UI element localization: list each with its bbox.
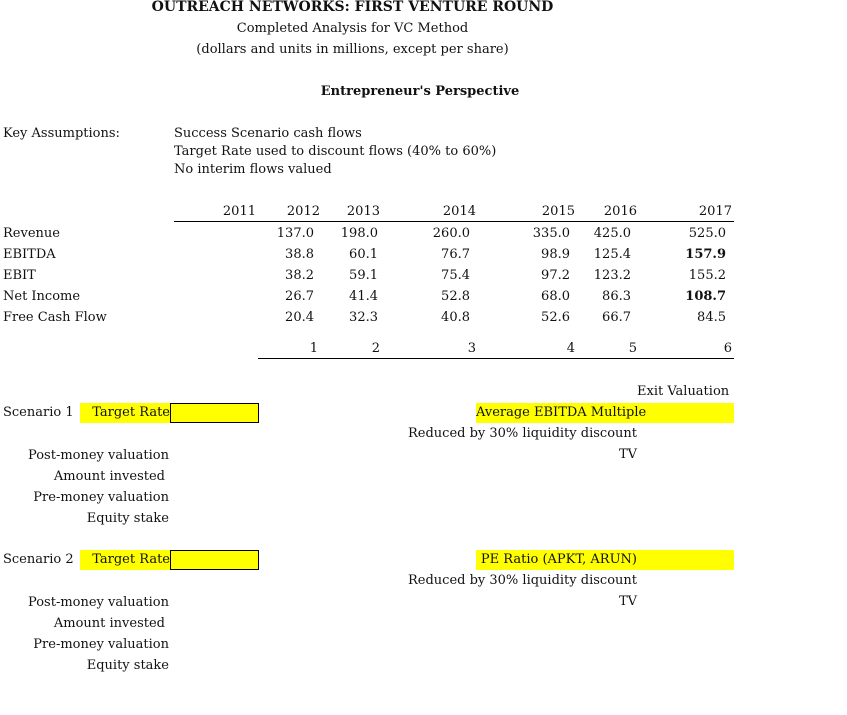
table-cell: 52.6 <box>541 310 570 325</box>
table-cell: 198.0 <box>340 226 378 241</box>
assumption-line: Target Rate used to discount flows (40% to 60%) <box>174 144 497 159</box>
table-cell: 98.9 <box>541 247 570 262</box>
table-cell: 125.4 <box>593 247 631 262</box>
scenario-label: Scenario 1 <box>3 405 74 420</box>
period-cell: 2 <box>371 341 380 356</box>
table-cell: 260.0 <box>432 226 470 241</box>
target-rate-input[interactable] <box>170 403 259 423</box>
period-cell: 1 <box>309 341 318 356</box>
table-cell: 137.0 <box>276 226 314 241</box>
table-cell: 59.1 <box>349 268 378 283</box>
exit-valuation-label: Exit Valuation <box>637 384 730 399</box>
period-cell: 6 <box>723 341 732 356</box>
scenario-label: Scenario 2 <box>3 552 74 567</box>
target-rate-label: Target Rate <box>80 550 170 570</box>
table-cell: 123.2 <box>593 268 631 283</box>
row-label: EBITDA <box>3 247 56 262</box>
table-cell: 75.4 <box>441 268 470 283</box>
period-cell: 3 <box>467 341 476 356</box>
page-title: OUTREACH NETWORKS: FIRST VENTURE ROUND <box>151 0 554 15</box>
tv-label: TV <box>618 594 637 609</box>
year-cell: 2011 <box>222 204 256 219</box>
table-cell: 40.8 <box>441 310 470 325</box>
key-assumptions-label: Key Assumptions: <box>3 126 120 141</box>
table-cell: 155.2 <box>688 268 726 283</box>
periods-rule <box>258 358 734 359</box>
table-cell: 26.7 <box>285 289 314 304</box>
target-rate-label: Target Rate <box>80 403 170 423</box>
table-cell: 76.7 <box>441 247 470 262</box>
table-cell: 38.8 <box>285 247 314 262</box>
table-cell: 86.3 <box>602 289 631 304</box>
row-label: EBIT <box>3 268 36 283</box>
table-cell: 41.4 <box>349 289 378 304</box>
row-label: Revenue <box>3 226 60 241</box>
year-cell: 2013 <box>346 204 380 219</box>
table-cell: 68.0 <box>541 289 570 304</box>
table-cell: 60.1 <box>349 247 378 262</box>
equity-stake-label: Equity stake <box>86 511 169 526</box>
table-cell: 525.0 <box>688 226 726 241</box>
multiple-label: Average EBITDA Multiple <box>476 403 734 423</box>
table-cell: 84.5 <box>697 310 726 325</box>
table-cell: 425.0 <box>593 226 631 241</box>
target-rate-input[interactable] <box>170 550 259 570</box>
table-cell: 97.2 <box>541 268 570 283</box>
pre-money-label: Pre-money valuation <box>33 637 169 652</box>
year-cell: 2017 <box>698 204 732 219</box>
post-money-label: Post-money valuation <box>28 595 169 610</box>
amount-invested-label: Amount invested <box>53 469 165 484</box>
table-cell: 20.4 <box>285 310 314 325</box>
tv-label: TV <box>618 447 637 462</box>
pe-ratio-label: PE Ratio (APKT, ARUN) <box>476 550 734 570</box>
year-cell: 2012 <box>286 204 320 219</box>
equity-stake-label: Equity stake <box>86 658 169 673</box>
assumption-line: Success Scenario cash flows <box>174 126 362 141</box>
table-cell: 32.3 <box>349 310 378 325</box>
page-subtitle: Completed Analysis for VC Method <box>236 21 469 36</box>
table-cell-highlight: 157.9 <box>685 247 726 262</box>
year-cell: 2016 <box>603 204 637 219</box>
assumption-line: No interim flows valued <box>174 162 332 177</box>
pre-money-label: Pre-money valuation <box>33 490 169 505</box>
liquidity-discount-label: Reduced by 30% liquidity discount <box>407 573 637 588</box>
row-label: Free Cash Flow <box>3 310 107 325</box>
period-cell: 4 <box>566 341 575 356</box>
liquidity-discount-label: Reduced by 30% liquidity discount <box>407 426 637 441</box>
table-cell: 52.8 <box>441 289 470 304</box>
table-cell: 335.0 <box>532 226 570 241</box>
units-note: (dollars and units in millions, except per share) <box>196 42 509 57</box>
period-cell: 5 <box>628 341 637 356</box>
amount-invested-label: Amount invested <box>53 616 165 631</box>
year-cell: 2015 <box>541 204 575 219</box>
row-label: Net Income <box>3 289 81 304</box>
perspective-heading: Entrepreneur's Perspective <box>320 84 520 99</box>
table-header-rule <box>174 221 734 222</box>
post-money-label: Post-money valuation <box>28 448 169 463</box>
table-cell: 66.7 <box>602 310 631 325</box>
table-cell-highlight: 108.7 <box>685 289 726 304</box>
table-cell: 38.2 <box>285 268 314 283</box>
year-cell: 2014 <box>442 204 476 219</box>
